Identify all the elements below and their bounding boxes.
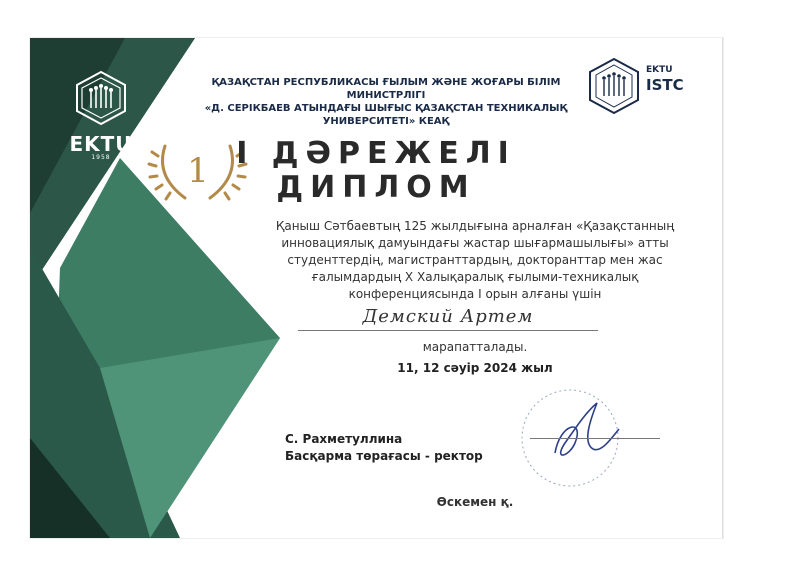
award-reason xyxy=(250,218,700,303)
signer-position: Басқарма төрағасы - ректор xyxy=(285,449,483,463)
award-reason-line-1: Қаныш Сәтбаевтың 125 жылдығына арналған «Қазақстанның xyxy=(275,219,675,233)
award-reason-line-3: студенттердің, магистранттардың, докторанттар мен жас xyxy=(287,253,663,267)
istc-emblem-icon xyxy=(586,56,642,116)
istc-logo-top: EKTU xyxy=(646,65,673,75)
recipient-name: Демский Артем xyxy=(362,306,534,327)
award-reason-line-5: конференциясында I орын алғаны үшін xyxy=(348,287,602,301)
ministry-line-3: УНИВЕРСИТЕТІ» КЕАҚ xyxy=(322,116,450,127)
istc-logo-bottom: ISTC xyxy=(646,76,684,94)
signature-scribble xyxy=(555,403,619,455)
place-number: 1 xyxy=(187,151,209,191)
ektu-emblem-icon xyxy=(74,70,128,126)
award-reason-line-2: инновациялық дамуындағы жастар шығармашылығы» атты xyxy=(281,236,669,250)
diploma-title: ДИПЛОМ xyxy=(276,170,476,205)
ektu-logo-year: 1958 xyxy=(91,154,111,161)
recipient-underline xyxy=(298,330,598,331)
istc-logo xyxy=(586,54,706,118)
ministry-line-1: ҚАЗАҚСТАН РЕСПУБЛИКАСЫ ҒЫЛЫМ ЖӘНЕ ЖОҒАРЫ БІЛІМ МИНИСТРЛІГІ xyxy=(211,77,561,101)
ministry-header xyxy=(180,76,592,128)
city: Өскемен қ. xyxy=(436,495,514,509)
ektu-logo-label: EKTU xyxy=(69,132,133,156)
signer-block xyxy=(285,431,483,465)
diploma-sheet xyxy=(30,38,723,538)
award-reason-line-4: ғалымдардың X Халықаралық ғылыми-техникалық xyxy=(311,270,639,284)
signer-name: С. Рахметуллина xyxy=(285,432,403,446)
signature-line xyxy=(530,438,660,439)
awarded-text: марапатталады. xyxy=(422,340,528,354)
ministry-line-2: «Д. СЕРІКБАЕВ АТЫНДАҒЫ ШЫҒЫС ҚАЗАҚСТАН ТЕХНИКАЛЫҚ xyxy=(204,103,568,114)
award-date: 11, 12 сәуір 2024 жыл xyxy=(397,361,553,375)
diploma-title-degree: І ДӘРЕЖЕЛІ xyxy=(236,136,516,171)
